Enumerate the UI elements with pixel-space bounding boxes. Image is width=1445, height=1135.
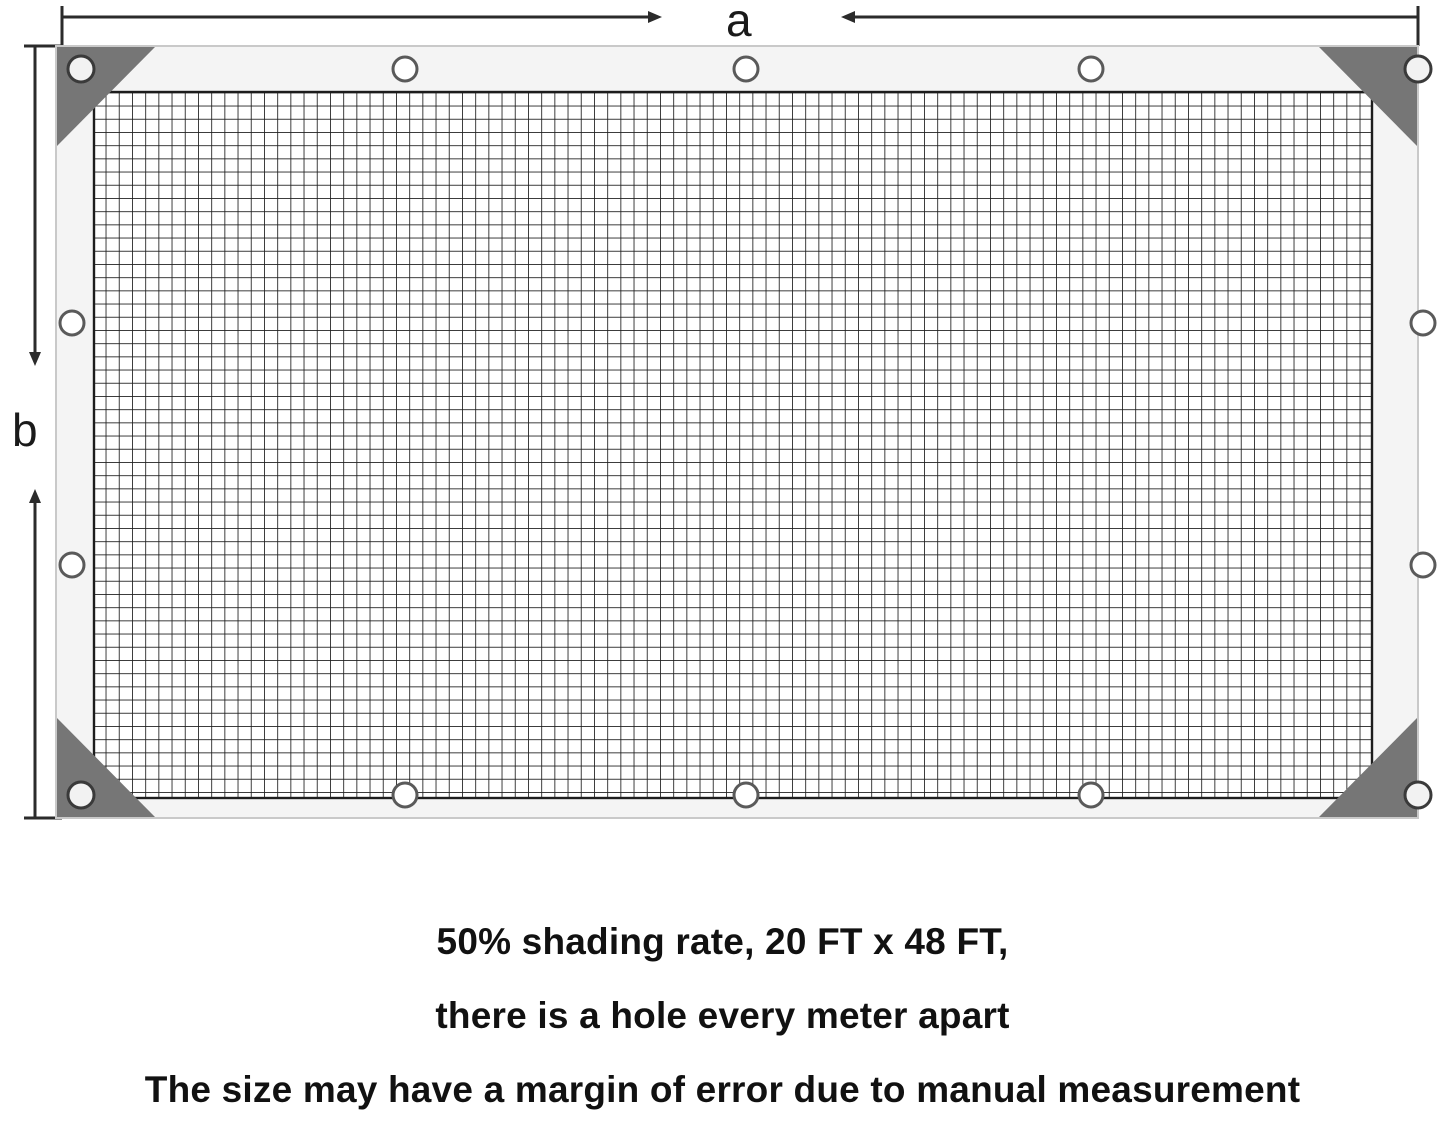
dimension-label-b: b [12,404,38,456]
caption-line-2: there is a hole every meter apart [435,995,1010,1036]
mesh-field [94,92,1372,798]
dimension-label-a: a [726,0,752,46]
caption-line-3: The size may have a margin of error due to manual measurement [144,1069,1301,1110]
caption-line-1: 50% shading rate, 20 FT x 48 FT, [436,921,1009,962]
caption-block [0,905,1445,1127]
net-panel [56,46,1435,818]
